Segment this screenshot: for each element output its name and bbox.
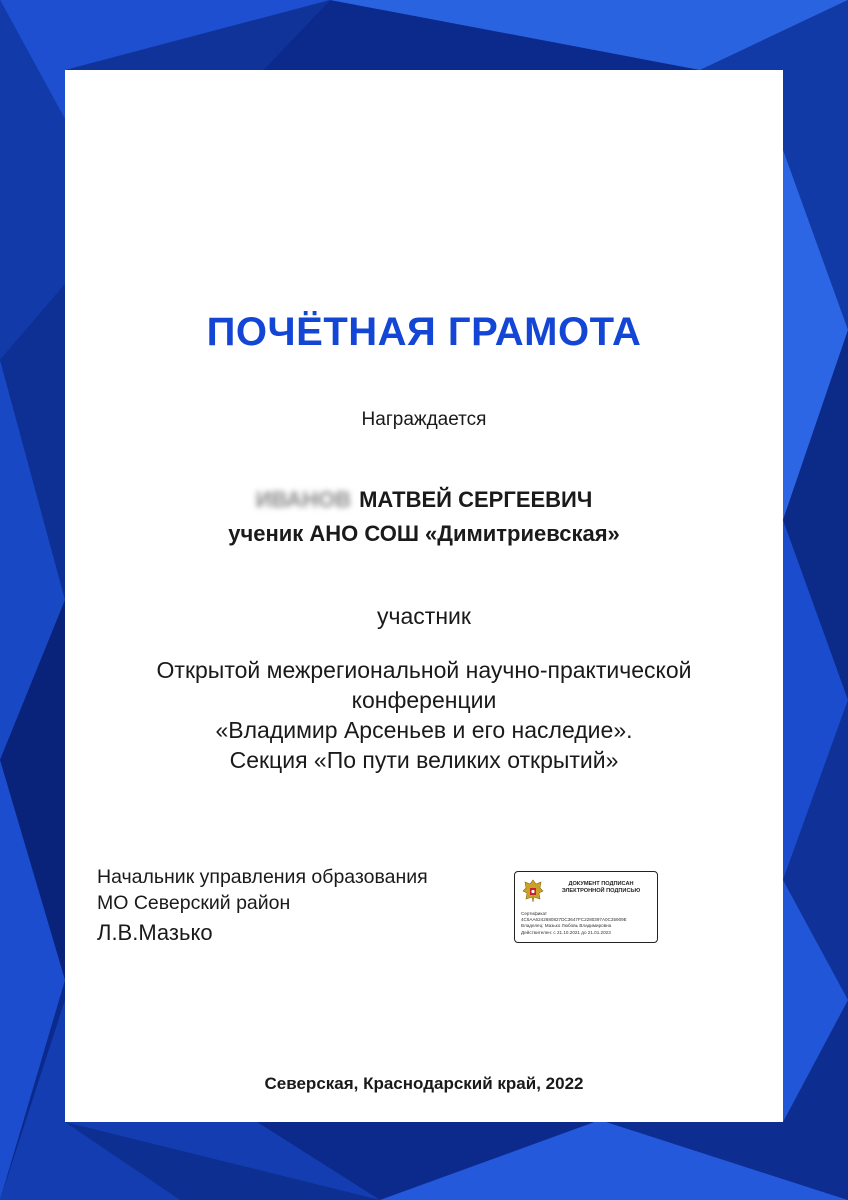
event-line: Открытой межрегиональной научно-практической bbox=[156, 657, 692, 683]
event-line: Секция «По пути великих открытий» bbox=[229, 747, 619, 773]
awarded-label: Награждается bbox=[361, 409, 487, 430]
recipient-name: МАТВЕЙ СЕРГЕЕВИЧ bbox=[359, 487, 593, 512]
e-signature-owner: Владелец: Мазько Любовь Владимировна bbox=[521, 923, 612, 929]
e-signature-cert-number: 4C6AA6242680827DC3647FC2280397A0C35909E bbox=[521, 917, 627, 923]
coat-of-arms-icon bbox=[521, 878, 545, 904]
e-signature-validity: Действителен: с 21.10.2021 до 21.01.2023 bbox=[521, 929, 611, 935]
certificate-title: ПОЧЁТНАЯ ГРАМОТА bbox=[206, 310, 642, 354]
event-line: «Владимир Арсеньев и его наследие». bbox=[215, 717, 633, 743]
certificate-footer: Северская, Краснодарский край, 2022 bbox=[264, 1074, 584, 1093]
e-signature-details bbox=[521, 911, 627, 936]
e-signature-cert-label: Сертификат bbox=[521, 911, 548, 916]
recipient-surname-blurred: ИВАНОВ bbox=[255, 487, 352, 512]
signatory-block bbox=[97, 864, 428, 946]
event-description bbox=[65, 655, 783, 775]
recipient-description: ученик АНО СОШ «Димитриевская» bbox=[228, 521, 620, 546]
event-line: конференции bbox=[351, 687, 497, 713]
recipient-name-line bbox=[65, 487, 783, 513]
recipient-role: участник bbox=[377, 603, 471, 629]
signatory-organization: МО Северский район bbox=[97, 892, 291, 914]
signatory-position: Начальник управления образования bbox=[97, 866, 428, 888]
signatory-name: Л.В.Мазько bbox=[97, 920, 213, 945]
e-signature-heading: ДОКУМЕНТ ПОДПИСАН ЭЛЕКТРОННОЙ ПОДПИСЬЮ bbox=[561, 881, 641, 894]
e-signature-stamp bbox=[514, 871, 658, 943]
certificate-sheet bbox=[65, 70, 783, 1122]
